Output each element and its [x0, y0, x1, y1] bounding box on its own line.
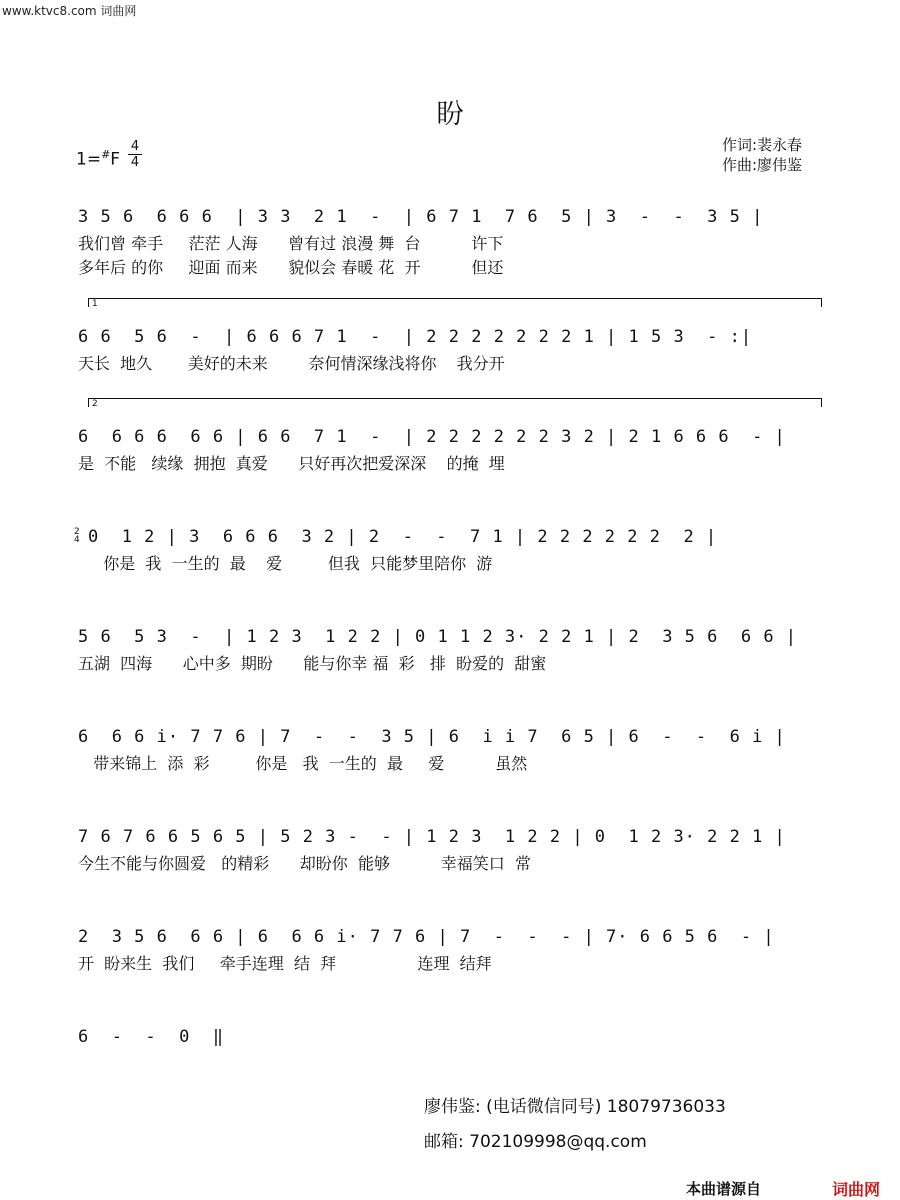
lyrics-verse-1: 开 盼来生 我们 牵手连理 结 拜 连理 结拜: [78, 954, 492, 973]
numbered-notes: 7 6 7 6 6 5 6 5 | 5 2 3 - - | 1 2 3 1 2 2 | 0 1 2 3· 2 2 1 |: [78, 827, 786, 847]
time-top: 4: [130, 139, 140, 154]
lyricist-credit: 作词:裴永春: [722, 136, 803, 154]
score-line-5: [78, 622, 840, 692]
lyrics-verse-1: 我们曾 牵手 茫茫 人海 曾有过 浪漫 舞 台 许下: [78, 234, 504, 253]
numbered-notes: 6 - - 0 ‖: [78, 1027, 225, 1047]
key-note: F: [110, 149, 121, 170]
contact-email: 邮箱: 702109998@qq.com: [424, 1132, 647, 1152]
sharp-symbol: #: [101, 148, 111, 161]
key-signature: [76, 148, 120, 170]
key-label: 1=: [76, 149, 102, 170]
brand-logo[interactable]: 词曲网: [832, 1180, 881, 1199]
score-line-2: [78, 322, 840, 392]
lyrics-verse-1: 你是 我 一生的 最 爱 但我 只能梦里陪你 游: [88, 554, 493, 573]
time-change-top: 2: [74, 527, 80, 537]
score-line-3: [78, 422, 840, 492]
composer-credit: 作曲:廖伟鉴: [722, 156, 803, 174]
volta-bracket-1: [88, 298, 822, 307]
time-signature: [128, 140, 142, 169]
lyrics-verse-1: 今生不能与你圆爱 的精彩 却盼你 能够 幸福笑口 常: [78, 854, 531, 873]
score-line-1: [78, 202, 840, 277]
volta-bracket-2: [88, 398, 822, 407]
numbered-notes: 6 6 5 6 - | 6 6 6 7 1 - | 2 2 2 2 2 2 2 1 | 1 5 3 - :|: [78, 327, 753, 347]
volta-number: 2: [92, 399, 98, 409]
numbered-notes: 6 6 6 6 6 6 | 6 6 7 1 - | 2 2 2 2 2 2 3 2 | 2 1 6 6 6 - |: [78, 427, 786, 447]
time-bottom: 4: [130, 155, 140, 170]
numbered-notes: 6 6 6 i· 7 7 6 | 7 - - 3 5 | 6 i i 7 6 5 | 6 - - 6 i |: [78, 727, 786, 747]
score-line-9: [78, 1022, 278, 1092]
score-line-4: [88, 522, 840, 592]
numbered-notes: 2 3 5 6 6 6 | 6 6 6 i· 7 7 6 | 7 - - - | 7· 6 6 5 6 - |: [78, 927, 775, 947]
contact-phone: 廖伟鉴: (电话微信同号) 18079736033: [424, 1097, 726, 1117]
lyrics-verse-1: 带来锦上 添 彩 你是 我 一生的 最 爱 虽然: [78, 754, 528, 773]
lyrics-verse-1: 是 不能 续缘 拥抱 真爱 只好再次把爱深深 的掩 埋: [78, 454, 505, 473]
numbered-notes: 5 6 5 3 - | 1 2 3 1 2 2 | 0 1 1 2 3· 2 2 1 | 2 3 5 6 6 6 |: [78, 627, 798, 647]
watermark: www.ktvc8.com 词曲网: [2, 4, 137, 18]
score-line-7: [78, 822, 840, 892]
numbered-notes: 0 1 2 | 3 6 6 6 3 2 | 2 - - 7 1 | 2 2 2 2 2 2 2 |: [88, 527, 718, 547]
numbered-notes: 3 5 6 6 6 6 | 3 3 2 1 - | 6 7 1 7 6 5 | 3 - - 3 5 |: [78, 207, 764, 227]
lyrics-verse-1: 天长 地久 美好的未来 奈何情深缘浅将你 我分开: [78, 354, 505, 373]
song-title: 盼: [436, 99, 464, 130]
lyrics-verse-1: 五湖 四海 心中多 期盼 能与你幸 福 彩 排 盼爱的 甜蜜: [78, 654, 547, 673]
score-line-6: [78, 722, 840, 792]
score-line-8: [78, 922, 840, 992]
volta-number: 1: [92, 299, 98, 309]
lyrics-verse-2: 多年后 的你 迎面 而来 貌似会 春暖 花 开 但还: [78, 258, 504, 277]
source-note: 本曲谱源自: [686, 1180, 762, 1198]
time-change: [74, 528, 80, 544]
time-change-bottom: 4: [74, 535, 80, 545]
